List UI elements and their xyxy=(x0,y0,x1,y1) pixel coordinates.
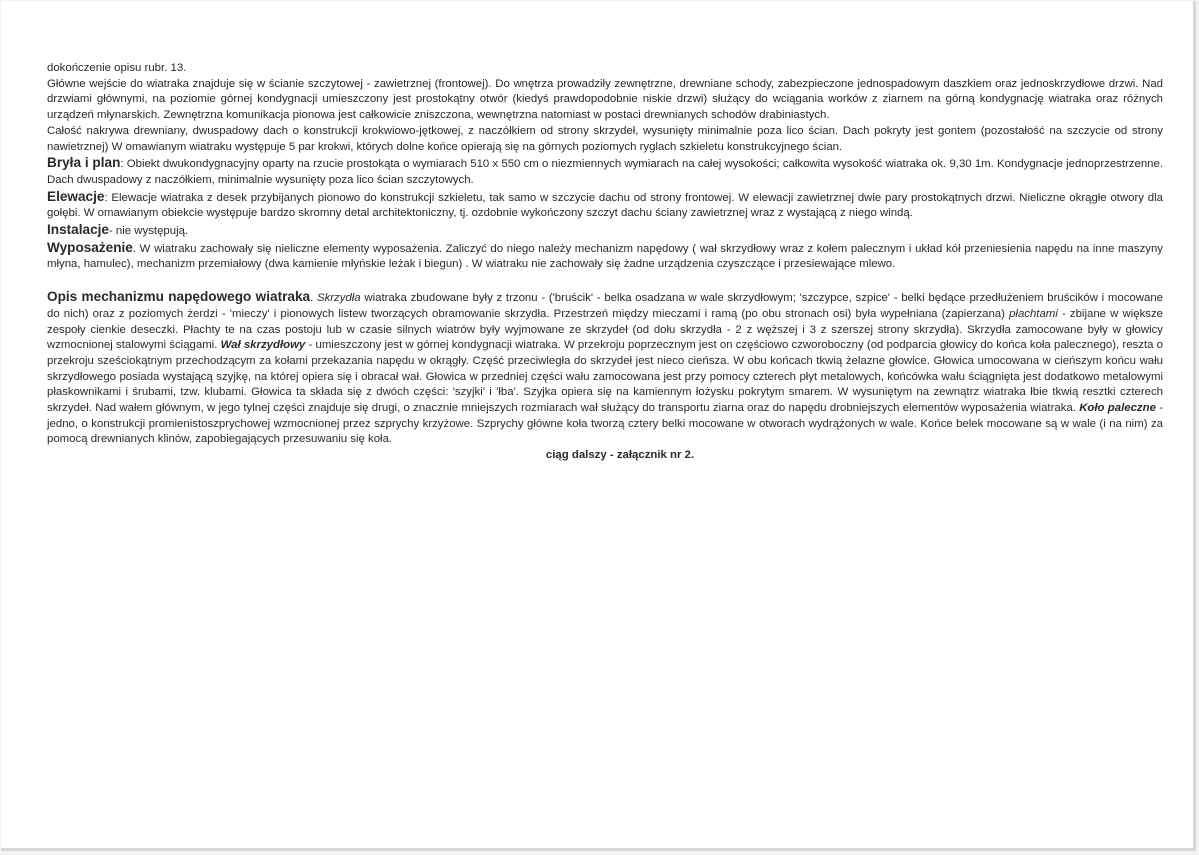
continuation-header: dokończenie opisu rubr. 13. xyxy=(47,62,187,74)
paragraph-entrance: Główne wejście do wiatraka znajduje się w ścianie szczytowej - zawietrznej (frontowej). Do wnętrza prowadziły zewnętrzne, drewniane schody, zabezpieczone jednospadowym daszkiem oraz jednoskrzydłowe drzwi. Nad drzwiami głównymi, na poziomie górnej kondygnacji umieszczony jest prostokątny otwór (kiedyś prawdopodobnie niskie drzwi) służący do wciągania worków z ziarnem na górną kondygnację wiatraka oraz różnych urządzeń młynarskich. Zewnętrzna komunikacja pionowa jest całkowicie zniszczona, wewnętrzna natomiast w postaci drewnianych schodów drabiniastych. xyxy=(47,77,1163,122)
section-elewacje xyxy=(47,189,1163,222)
section-text: . xyxy=(310,292,317,305)
section-text: - nie występują. xyxy=(108,225,189,238)
section-text: - jedno, o konstrukcji promienistoszprychowej wzmocnionej przez szprychy krzyżowe. Szprychy główne koła tworzą cztery belki mocowane w otworach wydrążonych w wale. Końce belek mocowane są w wale (i na nim) za pomocą drewnianych klinów, zapobiegających przesuwaniu się koła. xyxy=(47,402,1163,446)
section-text: wiatraka zbudowane były z trzonu - ('bruścik' - belka osadzana w wale skrzydłowym; 'szczypce, szpice' - belki będące przedłużeniem bruścików i mocowane do nich) oraz z poziomych żerdzi - 'mieczy' i pionowych listew tworzących obramowanie skrzydła. Przestrzeń między mieczami i ramą (po obu stronach osi) była wypełniana (zapierzana) xyxy=(47,292,1163,320)
section-text: : Obiekt dwukondygnacyjny oparty na rzucie prostokąta o wymiarach 510 x 550 cm o niezmiennych wymiarach na całej wysokości; całkowita wysokość wiatraka ok. 9,30 1m. Kondygnacje jednoprzestrzenne. Dach dwuspadowy z naczółkiem, minimalnie wysunięty poza lico ścian szczytowych. xyxy=(47,158,1164,186)
section-heading: Wyposażenie xyxy=(47,239,133,255)
section-text: . W wiatraku zachowały się nieliczne elementy wyposażenia. Zaliczyć do niego należy mechanizm napędowy ( wał skrzydłowy wraz z kołem palecznym i układ kół przeniesienia napędu na inne maszyny młyna, hamulec), mechanizm przemiałowy (dwa kamienie młyńskie leżak i biegun) . W wiatraku nie zachowały się żadne urządzenia czyszczące i przesiewające mlewo. xyxy=(47,242,1163,271)
section-heading: Instalacje xyxy=(47,222,109,238)
term-wal-skrzydlowy: Wał skrzydłowy xyxy=(220,339,306,352)
section-mechanism xyxy=(47,289,1163,448)
term-skrzydla: Skrzydła xyxy=(316,292,361,305)
term-kolo-paleczne: Koło paleczne xyxy=(1079,402,1156,415)
section-bryla xyxy=(47,155,1163,188)
continuation-note: ciąg dalszy - załącznik nr 2. xyxy=(545,449,695,462)
section-text: - zbijane w większe zespoły cienkie deseczki. Płachty te na czas postoju lub w czasie silnych wiatrów były wyjmowane ze skrzydeł (od dołu skrzydła - 2 z węższej i 3 z szerszej strony skrzydła). Skrzydła zamocowane były w głowicy wzmocnionej stalowymi ściągami. xyxy=(47,307,1163,352)
section-heading: Elewacje xyxy=(47,188,105,204)
document-page xyxy=(1,1,1196,851)
section-heading: Bryła i plan xyxy=(47,155,121,171)
section-instalacje xyxy=(47,222,1163,240)
term-plachtami: płachtami xyxy=(1009,307,1058,320)
section-text: - umieszczony jest w górnej kondygnacji wiatraka. W przekroju poprzecznym jest on częściowo czworoboczny (od podparcia głowicy do końca koła palecznego), reszta o przekroju sześciokątnym przechodzącym za kołami przekazania napędu w okrągły. Część przeciwległa do skrzydeł jest nieco cieńsza. W obu końcach tkwią żelazne głowice. Głowica umocowana w cieńszym końcu wału skrzydłowego posiada wystającą szyjkę, na której opiera się i obracał wał. Głowica w przedniej części wału zamocowana jest przy pomocy czterech płyt metalowych, końcówka wału ściągnięta jest dodatkowo metalowymi płaskownikami i śrubami, tzw. klubami. Głowica ta składa się z dwóch części: 'szyjki' i 'łba'. Szyjka opiera się na kamiennym łożysku pokrytym smarem. W wysuniętym na zewnątrz wiatraka łbie tkwią resztki czterech skrzydeł. Nad wałem głównym, w jego tylnej części znajduje się drugi, o znacznie mniejszych rozmiarach wał służący do transportu ziarna oraz do napędu drobniejszych elementów wyposażenia wiatraka. xyxy=(47,339,1163,415)
paragraph-spacer xyxy=(47,273,1163,289)
section-wyposazenie xyxy=(47,240,1163,273)
paragraph-roof: Całość nakrywa drewniany, dwuspadowy dach o konstrukcji krokwiowo-jętkowej, z naczółkiem od strony skrzydeł, wysunięty minimalnie poza lico ścian. Dach pokryty jest gontem (pozostałość na szczycie od strony nawietrznej) W omawianym wiatraku występuje 5 par krokwi, których dolne końce opierają się na górnych poziomych ryglach szkieletu konstrukcyjnego ścian. xyxy=(47,124,1163,153)
section-text: : Elewacje wiatraka z desek przybijanych pionowo do konstrukcji szkieletu, tak samo w szczycie dachu od strony frontowej. W elewacji zawietrznej dwie pary prostokątnych drzwi. Nieliczne okrągłe otwory dla gołębi. W omawianym obiekcie występuje bardzo skromny detal architektoniczny, tj. ozdobnie wykończony szczyt dachu ściany zawietrznej wraz z wystającą z niego windą. xyxy=(47,191,1163,220)
document-body xyxy=(47,61,1163,464)
section-heading: Opis mechanizmu napędowego wiatraka xyxy=(47,289,311,305)
